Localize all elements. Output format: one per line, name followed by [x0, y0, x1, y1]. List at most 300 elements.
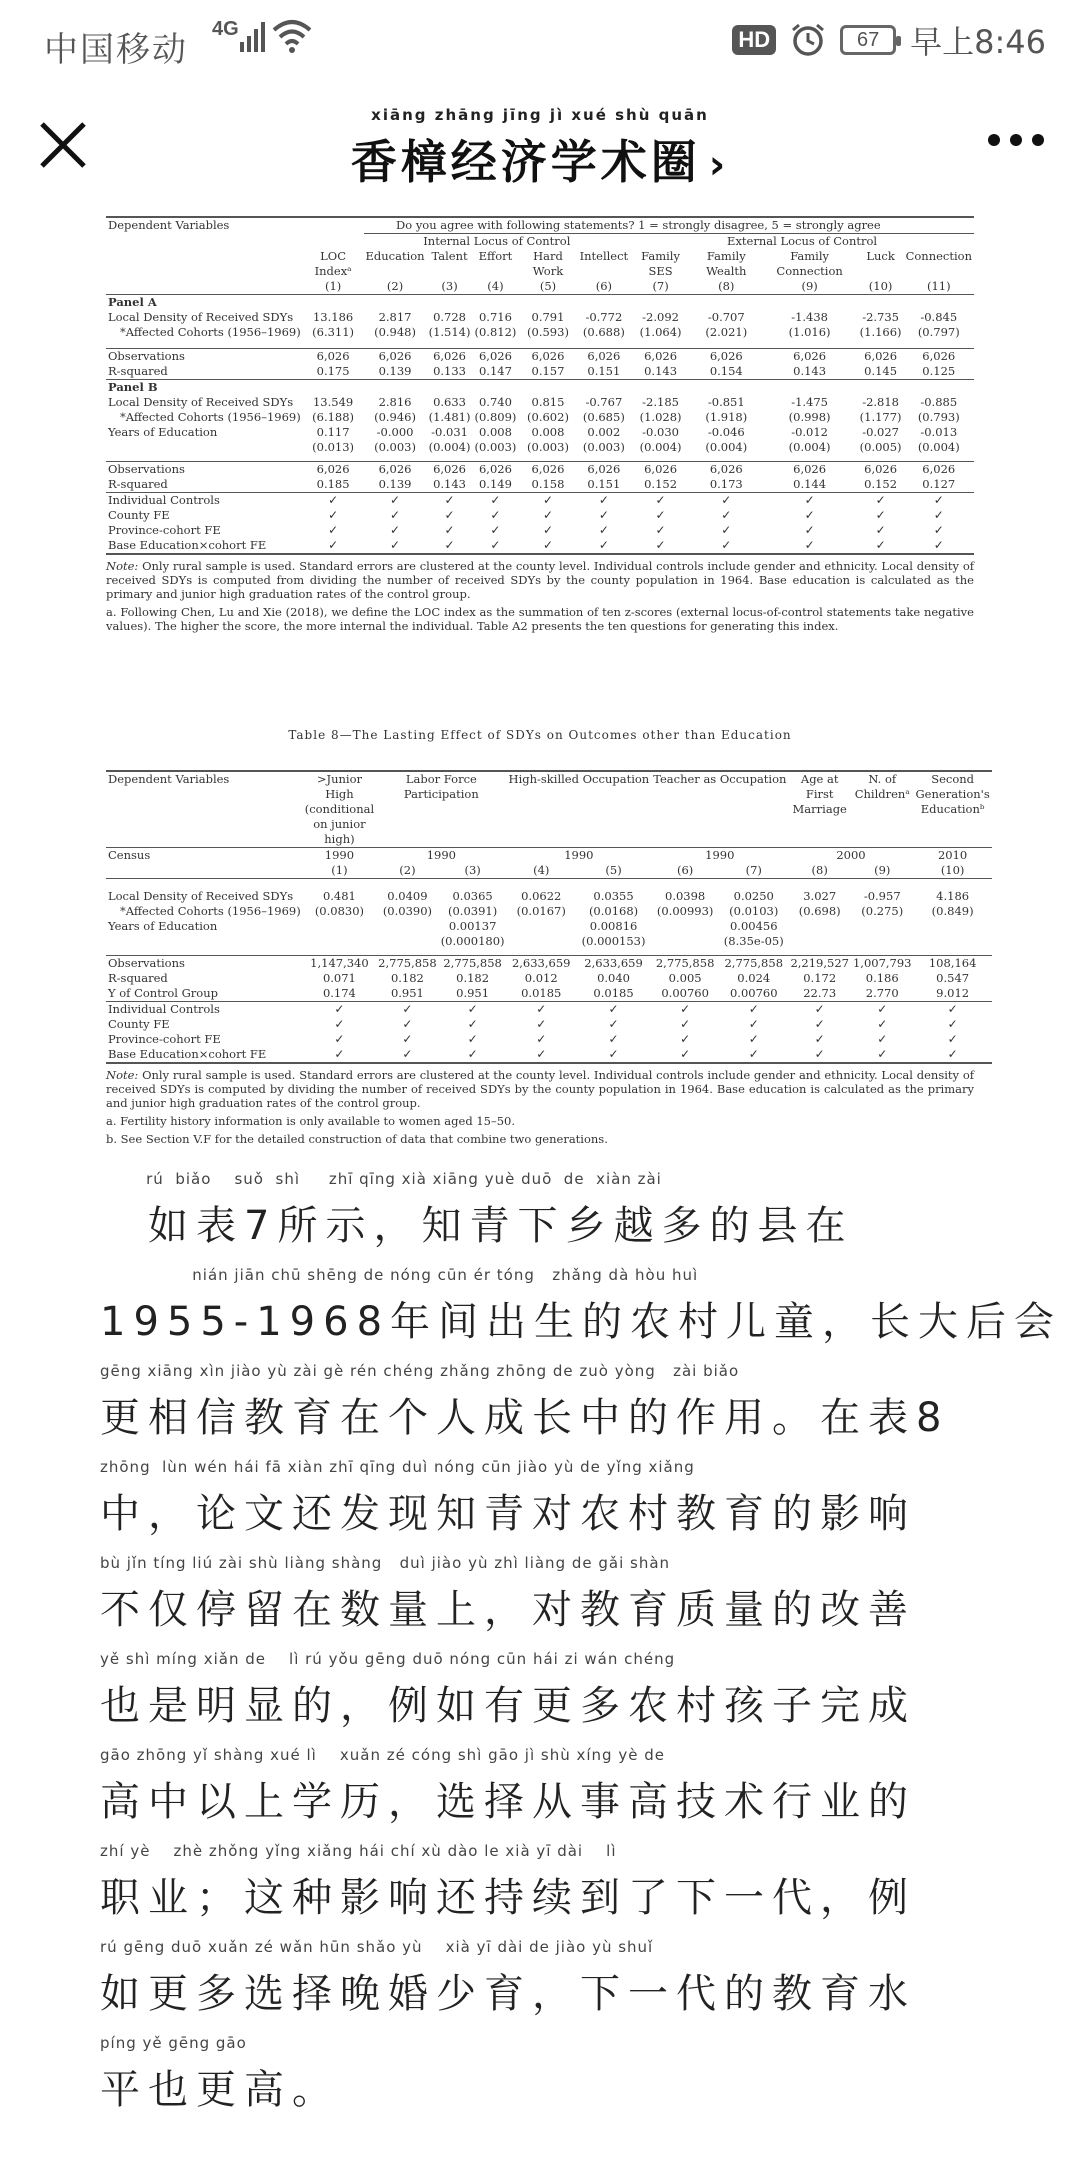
col-number: (10) [868, 279, 893, 293]
check-icon: ✓ [933, 508, 944, 522]
check-icon: ✓ [334, 1017, 345, 1031]
coef-cell: 0.00456 [729, 919, 778, 933]
row-label: *Affected Cohorts (1956–1969) [120, 410, 301, 424]
obs-cell: 6,026 [316, 349, 350, 363]
r2-cell: 0.071 [322, 971, 356, 985]
row-label: Local Density of Received SDYs [108, 310, 294, 324]
se-cell: (8.35e-05) [723, 934, 784, 948]
note-text: Only rural sample is used. Standard errors are clustered at the county level. Individual controls include gender and ethnicity. Local density of received SDYs is computed by dividing the number of received SDYs by the county population in 1964. Base education is calculated as the primary and junior high graduation rates of the control group. [106, 1068, 975, 1110]
se-cell: (0.0390) [382, 904, 433, 918]
hanzi-line: 更相信教育在个人成长中的作用。在表8 [100, 1395, 950, 1441]
col-head: High-skilled Occupation [508, 772, 650, 786]
obs-cell: 6,026 [587, 462, 621, 476]
hanzi-line: 职业；这种影响还持续到了下一代，例 [100, 1875, 916, 1921]
col-number: (1) [331, 863, 348, 877]
more-dot-icon [1032, 134, 1044, 146]
check-icon: ✓ [933, 523, 944, 537]
obs-cell: 6,026 [709, 349, 743, 363]
obs-cell: 6,026 [864, 349, 898, 363]
check-icon: ✓ [814, 1047, 825, 1061]
se-cell: (0.602) [527, 410, 569, 424]
check-icon: ✓ [390, 508, 401, 522]
se-cell: (0.698) [798, 904, 841, 918]
row-label: R-squared [108, 477, 168, 491]
census-year: 1990 [564, 848, 594, 862]
table-7-note-a: a. Following Chen, Lu and Xie (2018), we define the LOC index as the summation of ten z-scores (external locus-of-control statements take negative values). The higher the score, the more internal the individual. Table A2 presents the ten questions for generating this index. [106, 605, 974, 633]
coef-cell: 0.008 [478, 425, 512, 439]
more-button[interactable] [988, 134, 1044, 146]
check-icon: ✓ [877, 1017, 888, 1031]
check-icon: ✓ [680, 1017, 691, 1031]
coef-cell [507, 919, 576, 934]
se-cell: (0.00993) [656, 904, 714, 918]
col-number: (7) [745, 863, 762, 877]
check-icon: ✓ [490, 493, 501, 507]
coef-cell: 0.00137 [448, 919, 497, 933]
check-icon: ✓ [490, 508, 501, 522]
hanzi-line: 如更多选择晚婚少育，下一代的教育水 [100, 1971, 916, 2017]
se-cell: (0.005) [859, 440, 902, 454]
check-icon: ✓ [748, 1032, 759, 1046]
row-label: *Affected Cohorts (1956–1969) [120, 325, 301, 339]
check-icon: ✓ [814, 1032, 825, 1046]
check-icon: ✓ [875, 538, 886, 552]
row-label: Base Education×cohort FE [108, 1047, 267, 1061]
obs-cell: 2,775,858 [724, 956, 784, 970]
se-cell: (0.000153) [581, 934, 646, 948]
col-number: (2) [399, 863, 416, 877]
check-icon: ✓ [721, 493, 732, 507]
se-cell: (0.003) [527, 440, 569, 454]
col-head: Family Wealth [706, 249, 747, 278]
se-cell: (0.003) [474, 440, 517, 454]
se-cell: (6.188) [312, 410, 355, 424]
r2-cell: 0.125 [922, 364, 956, 378]
coef-cell: -0.772 [585, 310, 623, 324]
se-cell: (1.177) [859, 410, 902, 424]
coef-cell [651, 919, 719, 934]
row-label: County FE [108, 508, 170, 522]
r2-cell: 0.012 [524, 971, 558, 985]
mean-cell: 0.951 [390, 986, 424, 1000]
check-icon: ✓ [598, 523, 609, 537]
obs-cell: 6,026 [378, 462, 412, 476]
coef-cell: 0.728 [433, 310, 467, 324]
coef-cell: 2.817 [378, 310, 412, 324]
check-icon: ✓ [402, 1017, 413, 1031]
obs-cell: 2,775,858 [443, 956, 502, 970]
se-cell: (0.998) [788, 410, 831, 424]
se-cell: (0.946) [374, 410, 416, 424]
obs-cell: 6,026 [644, 462, 678, 476]
coef-cell: 0.740 [478, 395, 512, 409]
hanzi-line: 不仅停留在数量上，对教育质量的改善 [100, 1587, 916, 1633]
se-cell: (0.004) [917, 440, 960, 454]
se-cell: (0.003) [374, 440, 416, 454]
check-icon: ✓ [680, 1002, 691, 1016]
coef-cell: 0.0355 [593, 889, 634, 903]
check-icon: ✓ [444, 508, 455, 522]
check-icon: ✓ [598, 508, 609, 522]
check-icon: ✓ [748, 1017, 759, 1031]
col-head: Luck [866, 249, 895, 263]
obs-cell: 2,633,659 [511, 956, 571, 970]
r2-cell: 0.127 [922, 477, 956, 491]
col-number: (3) [441, 279, 458, 293]
table-7-note [106, 559, 974, 601]
census-year: 1990 [705, 848, 735, 862]
coef-cell: -0.012 [791, 425, 828, 439]
check-icon: ✓ [814, 1002, 825, 1016]
mean-cell: 0.951 [456, 986, 490, 1000]
obs-cell: 1,147,340 [310, 956, 369, 970]
text-line [100, 1938, 980, 2034]
row-label: Local Density of Received SDYs [108, 395, 294, 409]
se-cell: (1.918) [705, 410, 748, 424]
check-icon: ✓ [721, 508, 732, 522]
check-icon: ✓ [328, 523, 339, 537]
check-icon: ✓ [536, 1002, 547, 1016]
coef-cell: 13.186 [312, 310, 354, 324]
coef-cell: -0.046 [707, 425, 745, 439]
check-icon: ✓ [947, 1032, 958, 1046]
coef-cell: -2.818 [862, 395, 899, 409]
check-icon: ✓ [655, 538, 666, 552]
col-number: (7) [652, 279, 669, 293]
se-cell: (0.003) [582, 440, 625, 454]
col-number: (1) [324, 279, 342, 293]
status-bar [0, 0, 1080, 78]
hanzi-line: 也是明显的，例如有更多农村孩子完成 [100, 1683, 916, 1729]
row-label: R-squared [108, 364, 168, 378]
se-cell: (0.685) [582, 410, 625, 424]
census-year: 1990 [426, 848, 456, 862]
r2-cell: 0.143 [793, 364, 827, 378]
check-icon: ✓ [444, 538, 455, 552]
se-cell: (0.004) [788, 440, 831, 454]
row-label: Base Education×cohort FE [108, 538, 267, 552]
coef-cell: -0.031 [431, 425, 468, 439]
battery-icon [840, 25, 896, 55]
r2-cell: 0.149 [478, 477, 512, 491]
obs-cell: 6,026 [378, 349, 412, 363]
check-icon: ✓ [877, 1002, 888, 1016]
col-head: Labor Force Participation [403, 772, 479, 801]
col-number: (8) [718, 279, 735, 293]
coef-cell [851, 919, 914, 934]
col-number: (4) [487, 279, 504, 293]
coef-cell [914, 919, 992, 934]
row-label: Individual Controls [108, 1002, 220, 1016]
coef-cell: 0.791 [531, 310, 565, 324]
pinyin-line: gāo zhōng yǐ shàng xué lì xuǎn zé cóng shì gāo jì shù xíng yè de [100, 1746, 665, 1764]
mean-cell: 0.0185 [521, 986, 562, 1000]
hd-badge: HD [732, 25, 776, 55]
group-external: External Locus of Control [630, 234, 974, 250]
row-label: Observations [108, 462, 185, 476]
obs-cell: 2,775,858 [655, 956, 715, 970]
coef-cell: -0.885 [920, 395, 958, 409]
se-cell: (0.275) [861, 904, 904, 918]
coef-cell: 0.008 [531, 425, 565, 439]
check-icon: ✓ [328, 493, 339, 507]
r2-cell: 0.151 [587, 364, 621, 378]
check-icon: ✓ [804, 493, 815, 507]
check-icon: ✓ [542, 523, 554, 537]
coef-cell: -0.027 [862, 425, 899, 439]
col-head: Education [365, 249, 425, 263]
obs-cell: 6,026 [922, 462, 956, 476]
table-8-title: Table 8—The Lasting Effect of SDYs on Outcomes other than Education [288, 728, 792, 742]
r2-cell: 0.151 [587, 477, 621, 491]
check-icon: ✓ [328, 508, 339, 522]
coef-cell: -1.438 [791, 310, 828, 324]
coef-cell: 0.633 [433, 395, 467, 409]
title-pinyin: xiāng zhāng jīng jì xué shù quān [371, 106, 709, 124]
check-icon: ✓ [947, 1017, 958, 1031]
obs-cell: 6,026 [644, 349, 678, 363]
pinyin-line: zhí yè zhè zhǒng yǐng xiǎng hái chí xù dào le xià yī dài lì [100, 1842, 617, 1860]
se-cell: (0.948) [374, 325, 416, 339]
hanzi-line: 如表7所示，知青下乡越多的县在 [100, 1203, 854, 1249]
text-line [100, 1842, 980, 1938]
wifi-icon [270, 16, 314, 56]
row-label: Individual Controls [108, 493, 220, 507]
check-icon: ✓ [875, 523, 886, 537]
obs-cell: 6,026 [709, 462, 743, 476]
text-line [100, 1266, 1063, 1362]
col-number: (10) [940, 863, 965, 877]
obs-cell: 6,026 [793, 349, 827, 363]
check-icon: ✓ [655, 508, 666, 522]
r2-cell: 0.186 [865, 971, 899, 985]
col-head: Second Generation's Educationᵇ [915, 772, 990, 816]
coef-cell: -2.735 [862, 310, 899, 324]
row-label: Years of Education [108, 425, 218, 439]
se-cell: (2.021) [705, 325, 748, 339]
se-cell [651, 934, 719, 949]
coef-cell: -0.707 [707, 310, 745, 324]
coef-cell: 0.0250 [733, 889, 774, 903]
check-icon: ✓ [390, 538, 401, 552]
check-icon: ✓ [542, 538, 554, 552]
check-icon: ✓ [402, 1002, 413, 1016]
se-cell [303, 934, 376, 949]
table-7-grid [106, 216, 974, 555]
text-line [100, 1362, 980, 1458]
r2-cell: 0.152 [864, 477, 898, 491]
r2-cell: 0.133 [433, 364, 467, 378]
text-line [100, 1458, 980, 1554]
obs-cell: 6,026 [478, 349, 512, 363]
coef-cell: -0.851 [707, 395, 745, 409]
r2-cell: 0.175 [316, 364, 350, 378]
row-label: Province-cohort FE [108, 1032, 221, 1046]
row-label: Observations [108, 956, 185, 970]
check-icon: ✓ [947, 1047, 958, 1061]
check-icon: ✓ [877, 1032, 888, 1046]
check-icon: ✓ [390, 523, 401, 537]
se-cell: (0.0830) [314, 904, 365, 918]
r2-cell: 0.024 [737, 971, 771, 985]
text-line [100, 1650, 980, 1746]
row-label: *Affected Cohorts (1956–1969) [120, 904, 301, 918]
pinyin-line: nián jiān chū shēng de nóng cūn ér tóng zhǎng dà hòu huì [100, 1266, 699, 1284]
coef-cell: 4.186 [936, 889, 970, 903]
r2-cell: 0.145 [864, 364, 898, 378]
check-icon: ✓ [467, 1017, 478, 1031]
se-cell: (0.797) [917, 325, 960, 339]
obs-cell: 6,026 [531, 349, 565, 363]
se-cell: (1.064) [639, 325, 682, 339]
r2-cell: 0.139 [378, 364, 412, 378]
obs-cell: 2,219,527 [790, 956, 849, 970]
r2-cell: 0.005 [668, 971, 702, 985]
census-year: 2010 [937, 848, 968, 862]
network-type: 4G [212, 18, 239, 40]
note-text: Only rural sample is used. Standard errors are clustered at the county level. Individual controls include gender and ethnicity. Local density of received SDYs is computed from dividing the number of received SDYs by the county population in 1964. Base education is calculated as the primary and junior high graduation rates of the control group. [106, 559, 975, 601]
check-icon: ✓ [877, 1047, 888, 1061]
check-icon: ✓ [444, 523, 455, 537]
obs-cell: 6,026 [531, 462, 565, 476]
table-7 [106, 216, 974, 633]
mean-cell: 9.012 [936, 986, 970, 1000]
check-icon: ✓ [608, 1017, 619, 1031]
dep-var-label: Dependent Variables [108, 218, 230, 232]
se-cell: (0.000180) [440, 934, 505, 948]
se-cell [851, 934, 914, 949]
col-head: Family SES [641, 249, 680, 278]
obs-cell: 6,026 [922, 349, 956, 363]
obs-cell: 6,026 [478, 462, 512, 476]
article-body [100, 1170, 1063, 2130]
se-cell: (0.593) [527, 325, 569, 339]
se-cell: (1.514) [428, 325, 471, 339]
check-icon: ✓ [655, 493, 666, 507]
check-icon: ✓ [748, 1047, 759, 1061]
se-cell [376, 934, 439, 949]
coef-cell: 0.0622 [521, 889, 562, 903]
hanzi-line: 中，论文还发现知青对农村教育的影响 [100, 1491, 916, 1537]
obs-cell: 6,026 [864, 462, 898, 476]
more-dot-icon [1010, 134, 1022, 146]
check-icon: ✓ [748, 1002, 759, 1016]
r2-cell: 0.182 [390, 971, 424, 985]
text-line [100, 1746, 980, 1842]
col-head: LOC Indexᵃ [314, 249, 352, 278]
mean-cell: 0.0185 [593, 986, 634, 1000]
panel-a-label: Panel A [108, 295, 157, 309]
col-number: (6) [595, 279, 613, 293]
check-icon: ✓ [721, 538, 732, 552]
table-8-note [106, 1068, 974, 1110]
obs-cell: 6,026 [433, 349, 467, 363]
check-icon: ✓ [467, 1002, 478, 1016]
check-icon: ✓ [814, 1017, 825, 1031]
check-icon: ✓ [328, 538, 339, 552]
mean-cell: 22.73 [803, 986, 837, 1000]
table-8-note-b: b. See Section V.F for the detailed construction of data that combine two generations. [106, 1132, 608, 1146]
col-number: (5) [605, 863, 622, 877]
col-number: (6) [676, 863, 694, 877]
obs-cell: 6,026 [793, 462, 827, 476]
coef-cell [376, 919, 439, 934]
coef-cell: 0.815 [531, 395, 565, 409]
coef-cell: 0.00816 [589, 919, 638, 933]
obs-cell: 2,633,659 [584, 956, 643, 970]
r2-cell: 0.144 [793, 477, 827, 491]
col-number: (11) [926, 279, 951, 293]
col-head: Family Connection [776, 249, 843, 278]
note-label: Note: [106, 1068, 139, 1082]
r2-cell: 0.143 [433, 477, 467, 491]
hanzi-line: 高中以上学历，选择从事高技术行业的 [100, 1779, 916, 1825]
check-icon: ✓ [721, 523, 732, 537]
check-icon: ✓ [334, 1047, 345, 1061]
se-cell: (0.0167) [516, 904, 566, 918]
r2-cell: 0.185 [316, 477, 350, 491]
text-line [100, 1554, 980, 1650]
title-text: 香樟经济学术圈 [350, 135, 701, 189]
check-icon: ✓ [542, 508, 554, 522]
se-cell [507, 934, 576, 949]
battery-level: 67 [857, 28, 880, 51]
page-title[interactable] [0, 126, 1080, 192]
check-icon: ✓ [598, 493, 609, 507]
col-number: (3) [464, 863, 481, 877]
r2-cell: 0.147 [478, 364, 512, 378]
col-head: Effort [478, 249, 513, 263]
coef-cell: 2.816 [378, 395, 412, 409]
hanzi-line: 平也更高。 [100, 2067, 340, 2113]
panel-b-label: Panel B [108, 380, 158, 394]
check-icon: ✓ [608, 1032, 619, 1046]
check-icon: ✓ [402, 1032, 413, 1046]
check-icon: ✓ [334, 1002, 345, 1016]
carrier-name: 中国移动 [44, 30, 188, 70]
row-label: Y of Control Group [108, 986, 218, 1000]
check-icon: ✓ [875, 508, 886, 522]
check-icon: ✓ [536, 1017, 547, 1031]
r2-cell: 0.158 [531, 477, 565, 491]
table-8-note-a: a. Fertility history information is only available to women aged 15–50. [106, 1114, 516, 1128]
obs-cell: 2,775,858 [378, 956, 437, 970]
col-number: (9) [801, 279, 818, 293]
se-cell: (0.004) [639, 440, 682, 454]
r2-cell: 0.182 [456, 971, 490, 985]
se-cell: (1.481) [428, 410, 471, 424]
row-label: Years of Education [108, 919, 218, 933]
col-number: (4) [533, 863, 550, 877]
hanzi-line: 1955-1968年间出生的农村儿童，长大后会 [100, 1299, 1063, 1345]
more-dot-icon [988, 134, 1000, 146]
r2-cell: 0.157 [531, 364, 565, 378]
question-header: Do you agree with following statements? 1 = strongly disagree, 5 = strongly agree [396, 218, 881, 232]
coef-cell: -0.030 [642, 425, 679, 439]
col-head: Talent [431, 249, 468, 263]
se-cell: (0.0103) [729, 904, 779, 918]
obs-cell: 108,164 [928, 956, 977, 970]
se-cell: (0.793) [917, 410, 960, 424]
check-icon: ✓ [598, 538, 609, 552]
r2-cell: 0.040 [597, 971, 631, 985]
table-8-grid [106, 770, 992, 1064]
coef-cell: 0.0365 [452, 889, 493, 903]
alarm-icon [790, 22, 826, 58]
check-icon: ✓ [467, 1047, 478, 1061]
check-icon: ✓ [680, 1047, 691, 1061]
se-cell [788, 934, 851, 949]
